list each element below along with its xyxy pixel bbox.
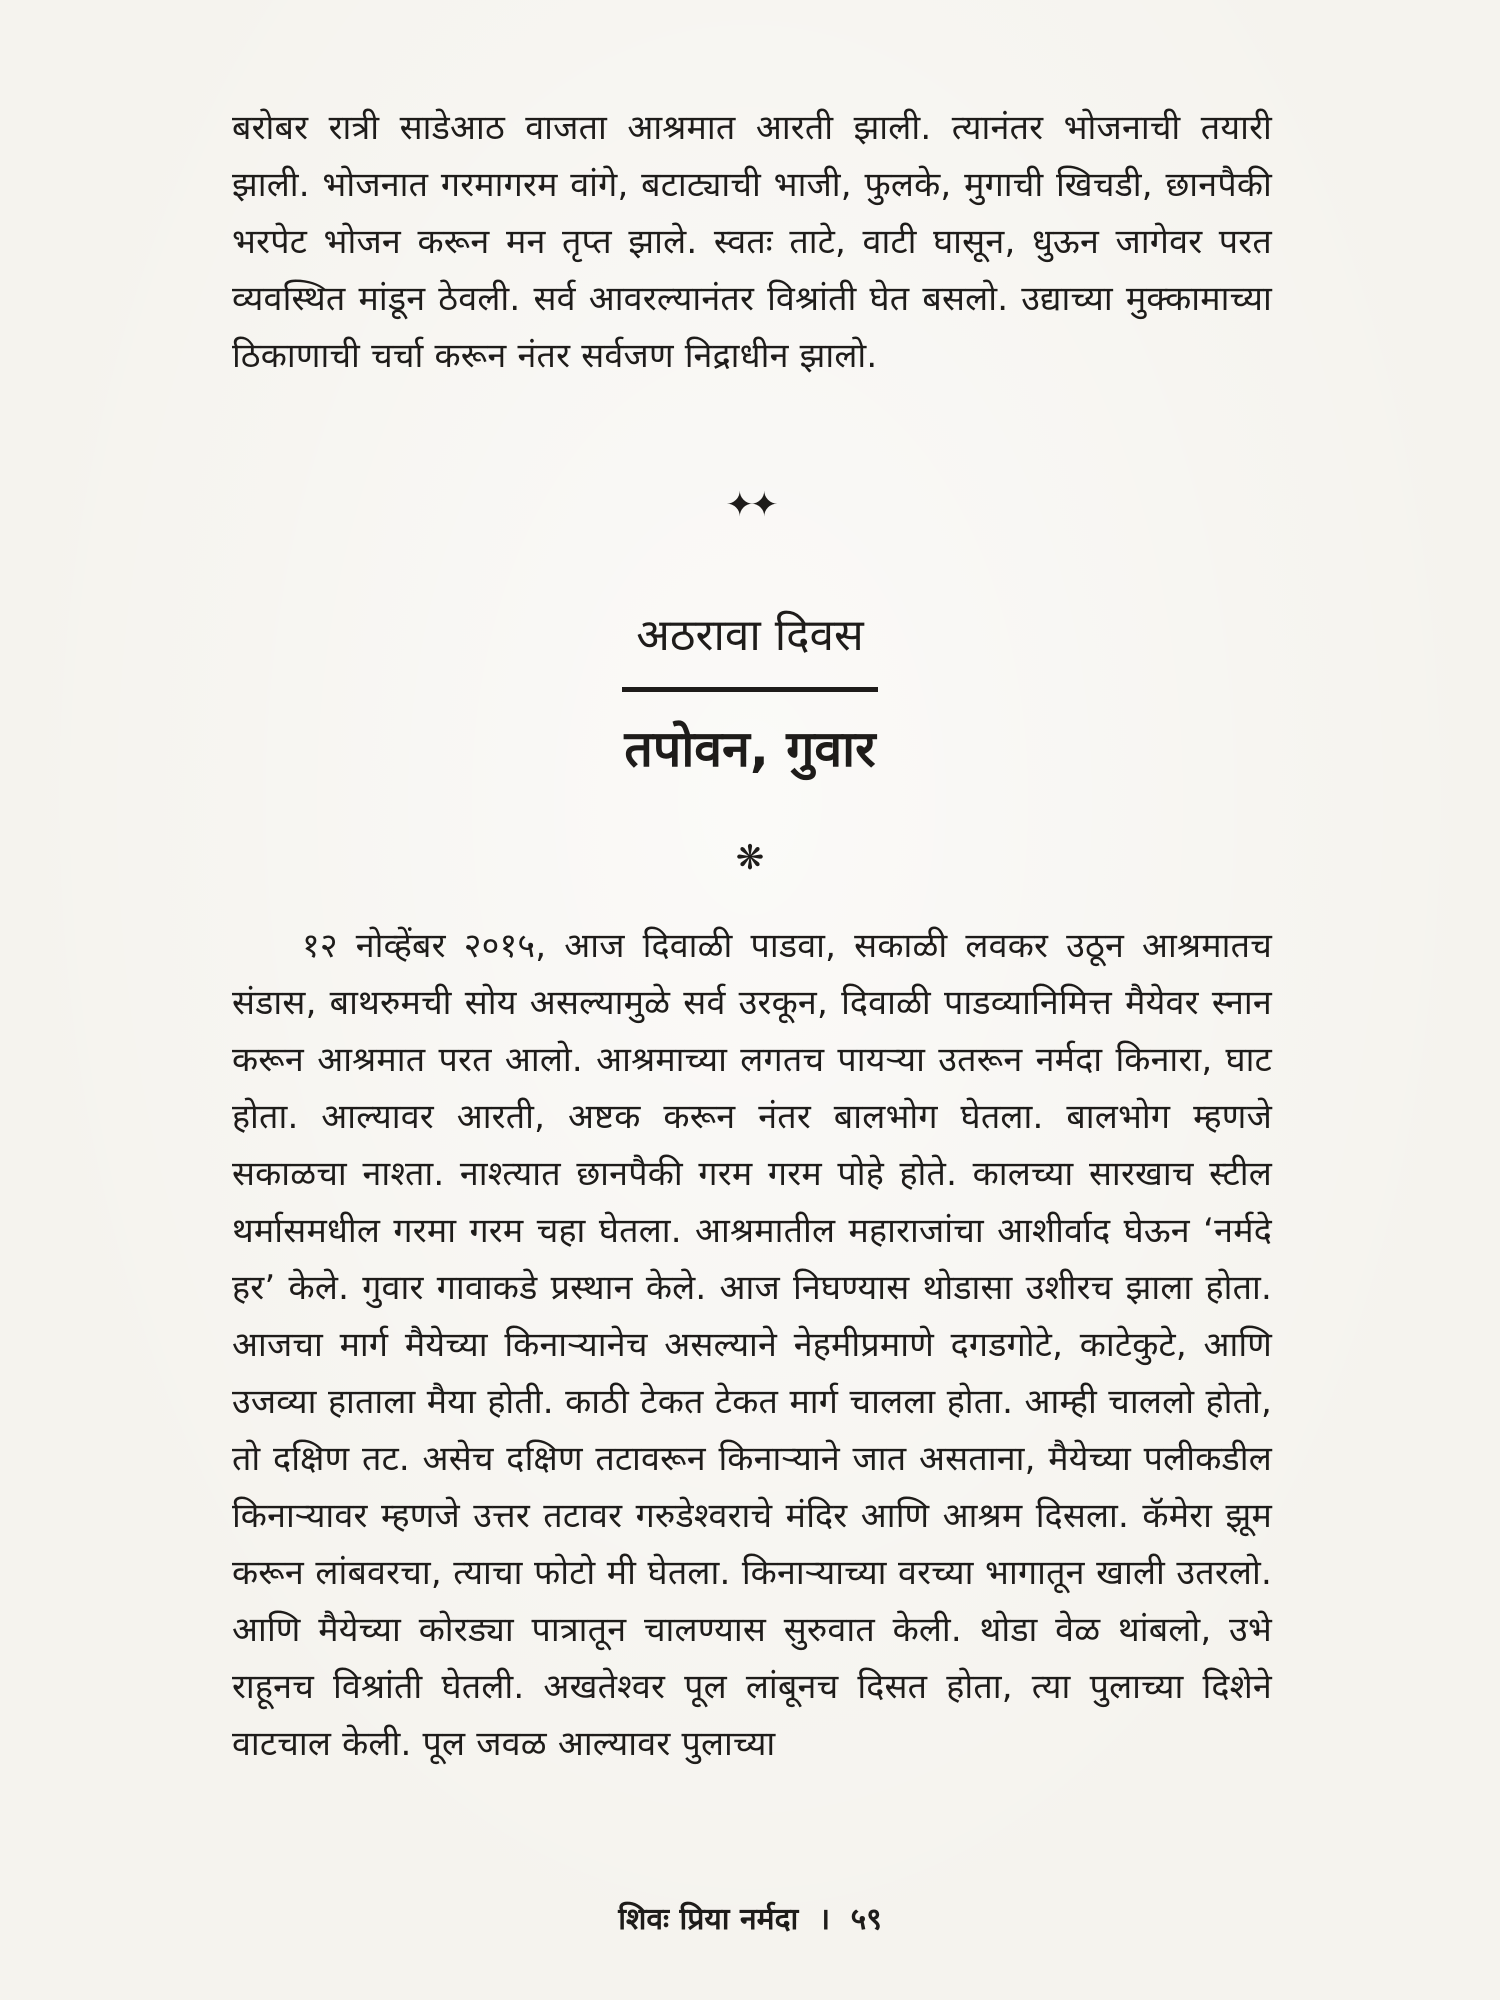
section-divider-ornament: ✦✦ xyxy=(725,485,775,525)
paragraph-continuation: बरोबर रात्री साडेआठ वाजता आश्रमात आरती झाली. त्यानंतर भोजनाची तयारी झाली. भोजनात गरमागरम वांगे, बटाट्याची भाजी, फुलके, मुगाची खिचडी, छानपैकी भरपेट भोजन करून मन तृप्त झाले. स्वतः ताटे, वाटी घासून, धुऊन जागेवर परत व्यवस्थित मांडून ठेवली. सर्व आवरल्यानंतर विश्रांती घेत बसलो. उद्याच्या मुक्कामाच्या ठिकाणाची चर्चा करून नंतर सर्वजण निद्राधीन झालो. xyxy=(232,108,1272,376)
footer-separator: । xyxy=(818,1902,831,1937)
flourish-ornament: ❋ xyxy=(735,838,765,878)
chapter-underline xyxy=(622,687,878,692)
paragraph-main: १२ नोव्हेंबर २०१५, आज दिवाळी पाडवा, सकाळी लवकर उठून आश्रमातच संडास, बाथरुमची सोय असल्यामुळे सर्व उरकून, दिवाळी पाडव्यानिमित्त मैयेवर स्नान करून आश्रमात परत आलो. आश्रमाच्या लगतच पायऱ्या उतरून नर्मदा किनारा, घाट होता. आल्यावर आरती, अष्टक करून नंतर बालभोग घेतला. बालभोग म्हणजे सकाळचा नाश्ता. नाश्त्यात छानपैकी गरम गरम पोहे होते. कालच्या सारखाच स्टील थर्मासमधील गरमा गरम चहा घेतला. आश्रमातील महाराजांचा आशीर्वाद घेऊन ‘नर्मदे हर’ केले. गुवार गावाकडे प्रस्थान केले. आज निघण्यास थोडासा उशीरच झाला होता. आजचा मार्ग मैयेच्या किनाऱ्यानेच असल्याने नेहमीप्रमाणे दगडगोटे, काटेकुटे, आणि उजव्या हाताला मैया होती. काठी टेकत टेकत मार्ग चालला होता. आम्ही चाललो होतो, तो दक्षिण तट. असेच दक्षिण तटावरून किनाऱ्याने जात असताना, मैयेच्या पलीकडील किनाऱ्यावर म्हणजे उत्तर तटावर गरुडेश्वराचे मंदिर आणि आश्रम दिसला. कॅमेरा झूम करून लांबवरचा, त्याचा फोटो मी घेतला. किनाऱ्याच्या वरच्या भागातून खाली उतरलो. आणि मैयेच्या कोरड्या पात्रातून चालण्यास सुरुवात केली. थोडा वेळ थांबलो, उभे राहूनच विश्रांती घेतली. अखतेश्वर पूल लांबूनच दिसत होता, त्या पुलाच्या दिशेने वाटचाल केली. पूल जवळ आल्यावर पुलाच्या xyxy=(232,926,1272,1764)
chapter-day-label: अठरावा दिवस xyxy=(636,610,864,661)
page-footer xyxy=(0,1897,1500,1938)
chapter-title: तपोवन, गुवार xyxy=(624,720,876,778)
footer-book-title: शिवः प्रिया नर्मदा xyxy=(618,1902,799,1937)
page-number: ५९ xyxy=(850,1902,882,1937)
